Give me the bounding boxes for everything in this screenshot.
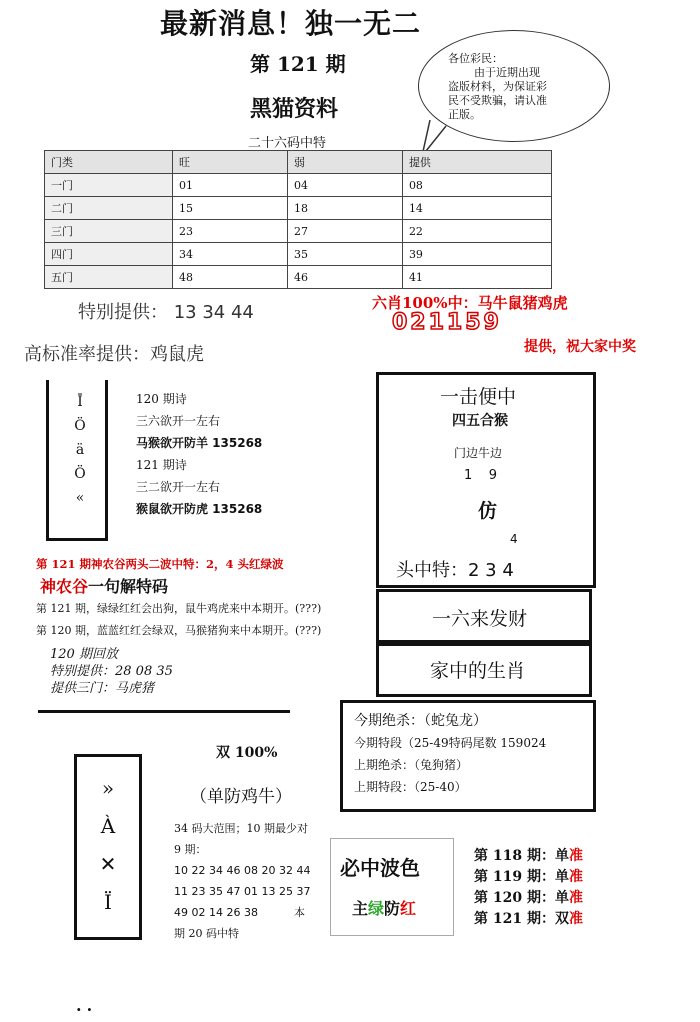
table-cell: 48 [173, 266, 288, 289]
table-cell: 18 [287, 197, 402, 220]
table-cell: 14 [402, 197, 551, 220]
fortune-text: 一六来发财 [432, 608, 528, 630]
header-cell: 提供 [402, 151, 551, 174]
history-label: 第 118 期：单 [474, 848, 569, 864]
range-block [174, 818, 310, 944]
table-row [45, 197, 552, 220]
one-hit-title: 一击便中 [440, 386, 517, 408]
poem-line: 马猴欲开防羊 135268 [136, 436, 263, 450]
big-code: 021159 [392, 310, 502, 335]
glyph-box-left [46, 380, 108, 541]
history-item [474, 888, 583, 909]
glyph: Ī [77, 394, 83, 410]
history-item [474, 909, 583, 930]
zodiac-home-text: 家中的生肖 [430, 660, 526, 682]
wave-red: 红 [400, 899, 417, 918]
range-row: 11 23 35 47 01 13 25 37 [174, 885, 311, 898]
footer-dots: .. [76, 996, 98, 1015]
table-cell: 39 [402, 243, 551, 266]
table-cell: 46 [287, 266, 402, 289]
one-hit-fang: 仿 [478, 500, 498, 522]
special-offer: 特别提供： 13 34 44 [78, 302, 254, 323]
double-title: 双 100% [216, 745, 278, 761]
wave-fang: 防 [384, 899, 401, 918]
glyph: » [101, 776, 115, 800]
table-cell: 35 [287, 243, 402, 266]
divider [38, 710, 290, 713]
single-guard: （单防鸡牛） [190, 787, 292, 807]
history-label: 第 119 期：单 [474, 869, 569, 885]
bubble-line: 盗版材料，为保证彩 [448, 80, 547, 93]
kill-lines [354, 710, 546, 798]
range-ben: 本 [294, 906, 305, 919]
glyph-column [69, 390, 91, 510]
shen-lines [36, 598, 321, 642]
table-header-row [45, 151, 552, 174]
table-cell: 四门 [45, 243, 173, 266]
one-hit-sub: 四五合猴 [452, 413, 508, 429]
table-caption: 二十六码中特 [248, 136, 327, 151]
review-line: 特别提供：28 08 35 [50, 664, 173, 679]
history-list [474, 846, 583, 930]
wave-color-title: 必中波色 [340, 856, 420, 880]
poem-block [136, 388, 262, 520]
shen-line: 第 120 期，蓝蓝红红会绿双，马猴猪狗来中本期开。(???) [36, 624, 322, 637]
glyph: Ï [104, 890, 112, 914]
bubble-line: 民不受欺骗，请认准 [448, 94, 547, 107]
table-cell: 三门 [45, 220, 173, 243]
one-hit-numbers: 1 9 [464, 468, 498, 483]
table-cell: 五门 [45, 266, 173, 289]
header-cell: 旺 [173, 151, 288, 174]
table-cell: 04 [287, 174, 402, 197]
history-mark: 准 [568, 911, 583, 927]
history-item [474, 846, 583, 867]
history-label: 第 120 期：单 [474, 890, 569, 906]
accuracy-line: 高标准率提供：鸡鼠虎 [24, 344, 204, 365]
table-row [45, 266, 552, 289]
bubble-line: 各位彩民： [448, 52, 503, 65]
review-block [50, 646, 173, 697]
glyph: ✕ [99, 852, 117, 876]
glyph-box-bottom [74, 754, 142, 940]
table-cell: 34 [173, 243, 288, 266]
page-subtitle: 黑猫资料 [250, 96, 339, 122]
table-cell: 08 [402, 174, 551, 197]
glyph: Ö [74, 418, 86, 434]
range-row: 49 02 14 26 38 [174, 906, 258, 919]
glyph: « [75, 490, 85, 506]
shen-title-black: 一句解特码 [88, 577, 169, 596]
poem-line: 三六欲开一左右 [136, 414, 221, 428]
kill-line: 上期特段：（25-40） [354, 780, 467, 794]
header-cell: 门类 [45, 151, 173, 174]
history-item [474, 867, 583, 888]
glyph: À [100, 814, 116, 838]
six-zodiac-red: 六肖100%中：马牛鼠猪鸡虎 [372, 294, 568, 312]
shen-line: 第 121 期，绿绿红红会出狗，鼠牛鸡虎来中本期开。(???) [36, 602, 322, 615]
table-cell: 27 [287, 220, 402, 243]
wave-zhu: 主 [352, 899, 369, 918]
history-mark: 准 [568, 848, 583, 864]
table-row [45, 243, 552, 266]
table-row [45, 174, 552, 197]
shen-red-line: 第 121 期神农谷两头二波中特：2，4 头红绿波 [36, 557, 284, 571]
table-cell: 41 [402, 266, 551, 289]
table-cell: 23 [173, 220, 288, 243]
glyph-column [93, 769, 123, 921]
table-cell: 一门 [45, 174, 173, 197]
range-line: 9 期： [174, 843, 207, 856]
table-row [45, 220, 552, 243]
kill-line: 今期特段（25-49特码尾数 159024 [354, 736, 547, 750]
bubble-notice [448, 52, 580, 122]
wish-text: 提供，祝大家中奖 [524, 339, 636, 355]
table-cell: 二门 [45, 197, 173, 220]
one-hit-side: 门边牛边 [454, 446, 503, 460]
shen-title-red: 神农谷 [40, 577, 89, 596]
kill-line: 上期绝杀：（兔狗猪） [354, 758, 469, 772]
table-cell: 01 [173, 174, 288, 197]
history-mark: 准 [568, 890, 583, 906]
glyph: ä [75, 442, 85, 458]
poem-line: 三二欲开一左右 [136, 480, 221, 494]
table-cell: 15 [173, 197, 288, 220]
bubble-line: 由于近期出现 [474, 66, 540, 79]
history-label: 第 121 期：双 [474, 911, 569, 927]
range-line: 期 20 码中特 [174, 927, 239, 940]
shen-title [40, 574, 168, 597]
table-cell: 22 [402, 220, 551, 243]
range-row: 10 22 34 46 08 20 32 44 [174, 864, 311, 877]
poem-line: 121 期诗 [136, 458, 187, 472]
review-line: 提供三门：马虎猪 [50, 681, 155, 696]
poem-line: 猴鼠欲开防虎 135268 [136, 502, 263, 516]
bubble-line: 正版。 [448, 108, 481, 121]
poem-line: 120 期诗 [136, 392, 187, 406]
header-cell: 弱 [287, 151, 402, 174]
glyph: Ö [74, 466, 86, 482]
issue-number: 第 121 期 [250, 52, 346, 76]
one-hit-head: 头中特：2 3 4 [396, 560, 514, 581]
one-hit-four: 4 [510, 532, 518, 546]
wave-green: 绿 [368, 899, 385, 918]
door-table [44, 150, 552, 289]
kill-line: 今期绝杀：（蛇兔龙） [354, 713, 487, 729]
review-line: 120 期回放 [50, 647, 118, 662]
page-title: 最新消息！独一无二 [160, 7, 422, 40]
history-mark: 准 [568, 869, 583, 885]
range-line: 34 码大范围；10 期最少对 [174, 822, 308, 835]
wave-color-main [352, 896, 416, 919]
